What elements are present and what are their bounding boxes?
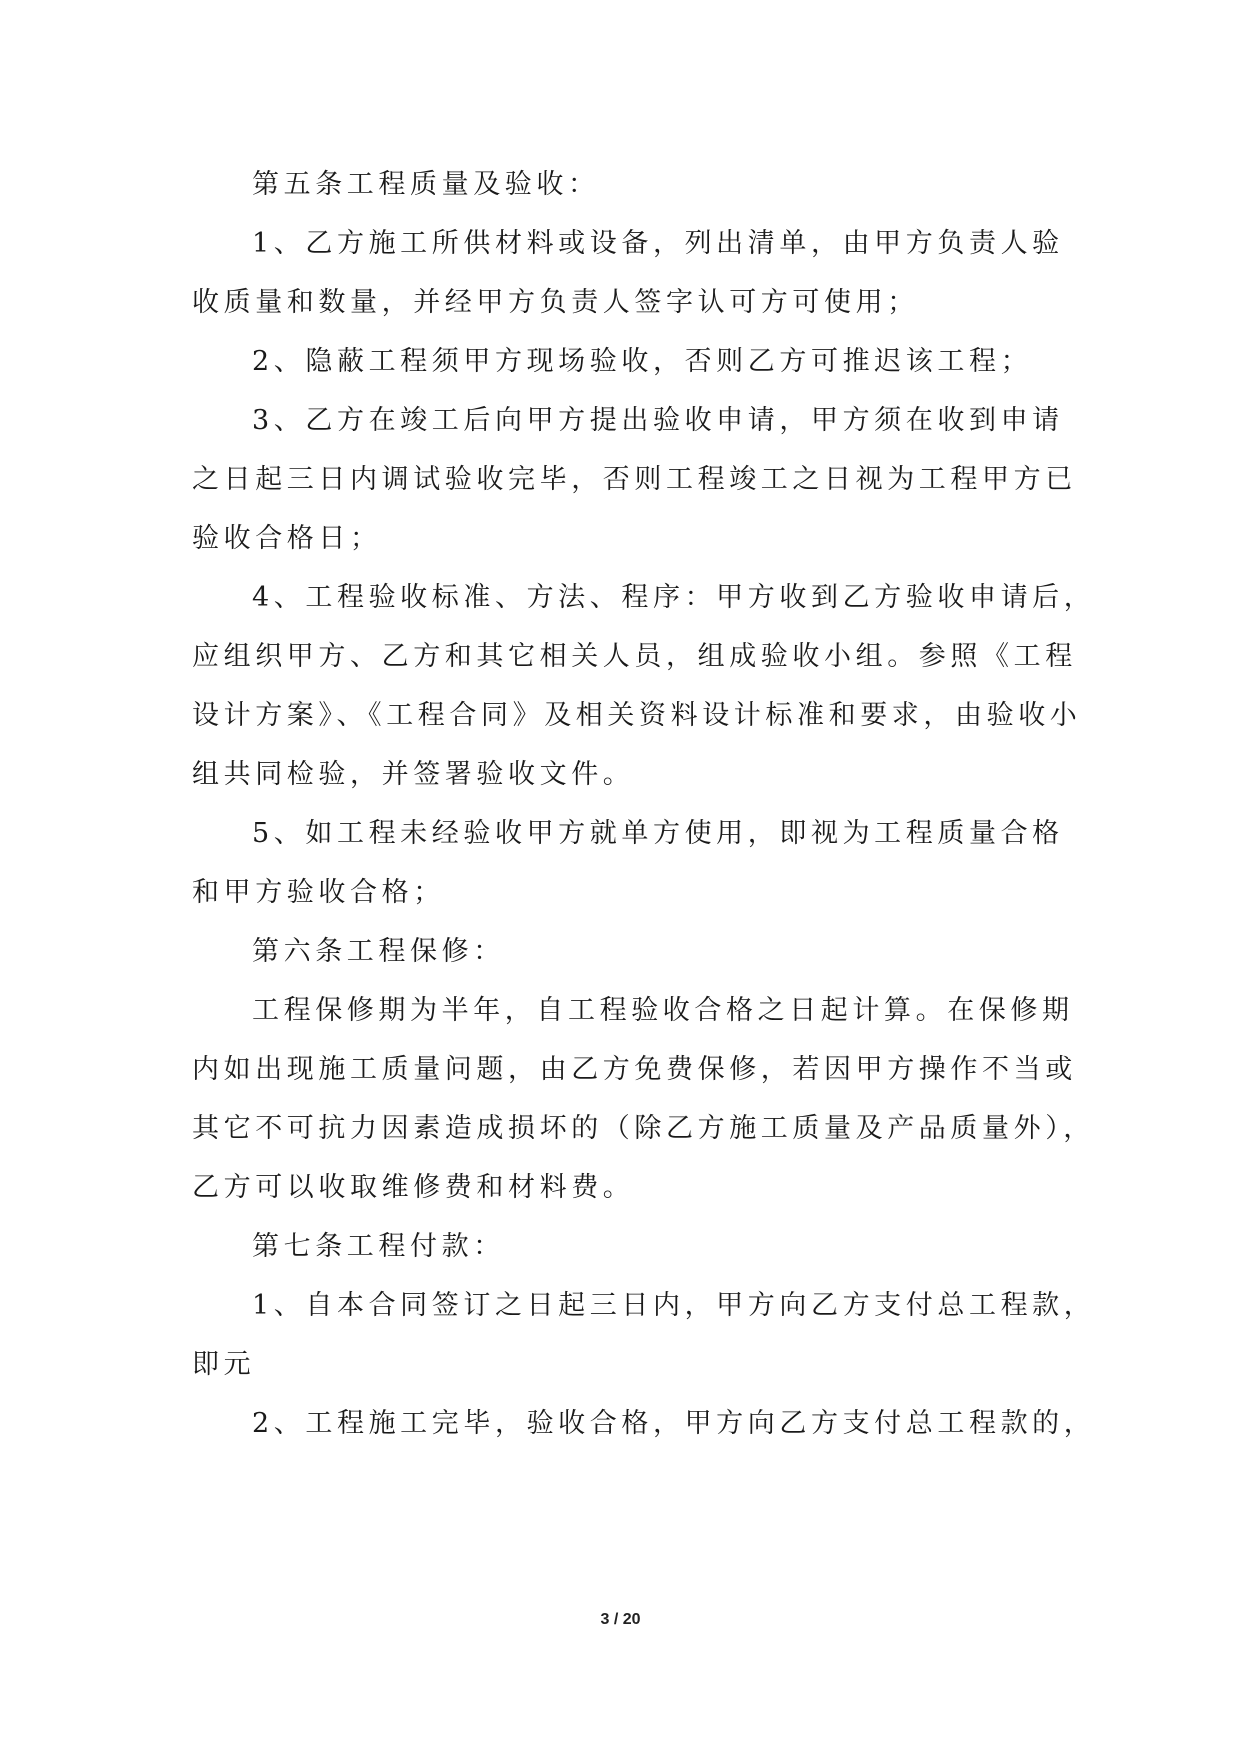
paragraph-line: 组共同检验，并签署验收文件。 bbox=[192, 759, 635, 790]
paragraph-line: 1、自本合同签订之日起三日内，甲方向乙方支付总工程款， bbox=[252, 1290, 1096, 1321]
paragraph-line: 设计方案》、《工程合同》及相关资料设计标准和要求，由验收小 bbox=[192, 700, 1082, 731]
paragraph-line: 即元 bbox=[192, 1349, 256, 1380]
page-number: 3 / 20 bbox=[600, 1611, 641, 1628]
paragraph-line: 1、乙方施工所供材料或设备，列出清单，由甲方负责人验 bbox=[252, 228, 1064, 259]
section-heading-7: 第七条工程付款： bbox=[252, 1231, 505, 1262]
document-body bbox=[192, 155, 1096, 1453]
paragraph-line: 和甲方验收合格； bbox=[192, 877, 445, 908]
paragraph-line: 其它不可抗力因素造成损坏的（除乙方施工质量及产品质量外）， bbox=[192, 1113, 1095, 1144]
paragraph-line: 验收合格日； bbox=[192, 523, 382, 554]
paragraph-line: 内如出现施工质量问题，由乙方免费保修，若因甲方操作不当或 bbox=[192, 1054, 1077, 1085]
paragraph-line: 应组织甲方、乙方和其它相关人员，组成验收小组。参照《工程 bbox=[192, 641, 1077, 672]
section-heading-6: 第六条工程保修： bbox=[252, 936, 505, 967]
paragraph-line: 工程保修期为半年，自工程验收合格之日起计算。在保修期 bbox=[252, 995, 1074, 1026]
paragraph-line: 3、乙方在竣工后向甲方提出验收申请，甲方须在收到申请 bbox=[252, 405, 1064, 436]
paragraph-line: 收质量和数量，并经甲方负责人签字认可方可使用； bbox=[192, 287, 919, 318]
paragraph-line: 2、隐蔽工程须甲方现场验收，否则乙方可推迟该工程； bbox=[252, 346, 1033, 377]
section-heading-5: 第五条工程质量及验收： bbox=[252, 169, 600, 200]
paragraph-line: 4、工程验收标准、方法、程序：甲方收到乙方验收申请后， bbox=[252, 582, 1096, 613]
paragraph-line: 5、如工程未经验收甲方就单方使用，即视为工程质量合格 bbox=[252, 818, 1064, 849]
paragraph-line: 之日起三日内调试验收完毕，否则工程竣工之日视为工程甲方已 bbox=[192, 464, 1077, 495]
paragraph-line: 2、工程施工完毕，验收合格，甲方向乙方支付总工程款的， bbox=[252, 1408, 1096, 1439]
paragraph-line: 乙方可以收取维修费和材料费。 bbox=[192, 1172, 635, 1203]
